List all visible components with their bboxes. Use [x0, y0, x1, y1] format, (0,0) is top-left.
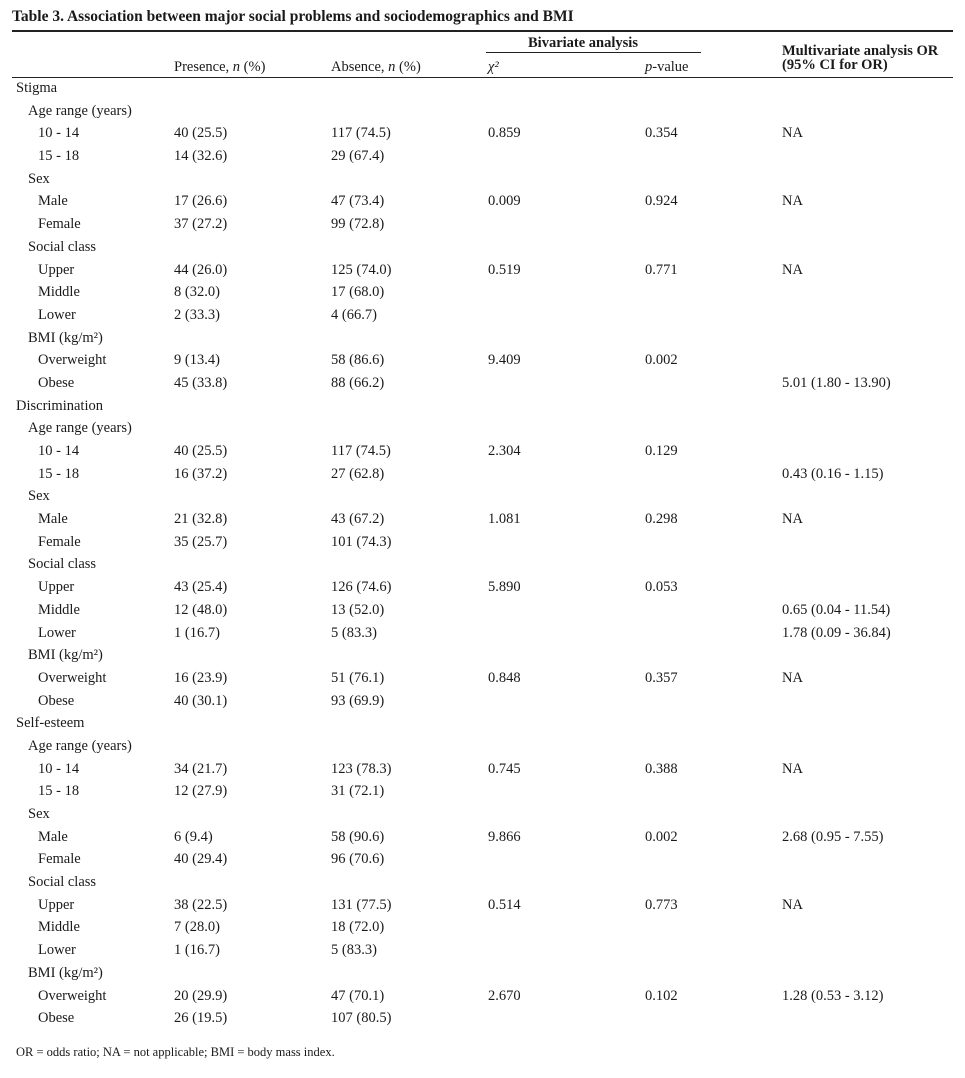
- row-label: Social class: [28, 238, 97, 255]
- cell-odds-ratio: 0.43 (0.16 - 1.15): [782, 465, 884, 482]
- row-label: BMI (kg/m²): [28, 329, 103, 346]
- header-p-value: p-value: [645, 59, 689, 75]
- cell-presence: 12 (48.0): [174, 601, 228, 618]
- cell-absence: 126 (74.6): [331, 579, 392, 596]
- row-label: Overweight: [38, 352, 107, 369]
- table-document: [12, 0, 965, 1078]
- table-row: [12, 576, 965, 599]
- group-row: [12, 871, 965, 894]
- row-label: Self-esteem: [16, 715, 85, 732]
- group-row: [12, 168, 965, 191]
- table-row: [12, 1007, 965, 1030]
- cell-absence: 18 (72.0): [331, 919, 385, 936]
- group-row: [12, 417, 965, 440]
- cell-presence: 16 (23.9): [174, 669, 228, 686]
- table-row: [12, 463, 965, 486]
- cell-absence: 43 (67.2): [331, 511, 385, 528]
- row-label: Female: [38, 533, 81, 550]
- row-label: Upper: [38, 896, 75, 913]
- section-row: [12, 77, 965, 100]
- cell-odds-ratio: 5.01 (1.80 - 13.90): [782, 374, 891, 391]
- row-label: Lower: [38, 624, 76, 641]
- cell-presence: 12 (27.9): [174, 783, 228, 800]
- row-label: Male: [38, 193, 68, 210]
- table-row: [12, 622, 965, 645]
- table-row: [12, 531, 965, 554]
- row-label: Social class: [28, 556, 97, 573]
- cell-chi-square: 0.745: [488, 760, 521, 777]
- group-row: [12, 236, 965, 259]
- row-label: Middle: [38, 284, 80, 301]
- cell-presence: 1 (16.7): [174, 942, 220, 959]
- header-chi-square: χ²: [488, 59, 499, 75]
- cell-odds-ratio: NA: [782, 193, 803, 210]
- cell-p-value: 0.354: [645, 125, 678, 142]
- row-label: Stigma: [16, 80, 58, 96]
- table-row: [12, 985, 965, 1008]
- cell-absence: 93 (69.9): [331, 692, 385, 709]
- cell-presence: 20 (29.9): [174, 987, 228, 1004]
- cell-p-value: 0.298: [645, 511, 678, 528]
- row-label: Sex: [28, 488, 50, 505]
- group-row: [12, 485, 965, 508]
- cell-presence: 16 (37.2): [174, 465, 228, 482]
- cell-odds-ratio: NA: [782, 669, 803, 686]
- cell-presence: 21 (32.8): [174, 511, 228, 528]
- cell-absence: 27 (62.8): [331, 465, 385, 482]
- cell-absence: 117 (74.5): [331, 125, 391, 142]
- header-multivariate-line2: (95% CI for OR): [782, 57, 888, 73]
- cell-presence: 40 (25.5): [174, 125, 228, 142]
- row-label: Obese: [38, 374, 75, 391]
- group-row: [12, 803, 965, 826]
- row-label: Overweight: [38, 987, 107, 1004]
- cell-absence: 131 (77.5): [331, 896, 392, 913]
- table-row: [12, 122, 965, 145]
- cell-presence: 40 (25.5): [174, 443, 228, 459]
- cell-chi-square: 0.009: [488, 193, 521, 210]
- cell-presence: 35 (25.7): [174, 533, 228, 550]
- cell-odds-ratio: NA: [782, 760, 803, 777]
- cell-presence: 40 (30.1): [174, 692, 228, 709]
- cell-odds-ratio: NA: [782, 261, 803, 278]
- table-caption: Table 3. Association between major social problems and sociodemographics and BMI: [12, 8, 574, 25]
- cell-p-value: 0.388: [645, 760, 678, 777]
- cell-absence: 101 (74.3): [331, 533, 392, 550]
- table-row: [12, 349, 965, 372]
- cell-p-value: 0.773: [645, 896, 678, 913]
- cell-p-value: 0.002: [645, 828, 678, 845]
- row-label: Upper: [38, 261, 75, 278]
- top-rule: [12, 30, 953, 32]
- row-label: Middle: [38, 601, 80, 618]
- cell-absence: 5 (83.3): [331, 942, 377, 959]
- cell-presence: 34 (21.7): [174, 760, 228, 777]
- cell-chi-square: 9.866: [488, 828, 521, 845]
- table-row: [12, 848, 965, 871]
- row-label: Overweight: [38, 669, 107, 686]
- cell-chi-square: 0.848: [488, 669, 521, 686]
- cell-absence: 4 (66.7): [331, 306, 377, 323]
- cell-presence: 45 (33.8): [174, 374, 228, 391]
- row-label: 10 - 14: [38, 760, 80, 777]
- row-label: Discrimination: [16, 397, 103, 414]
- table-row: [12, 894, 965, 917]
- table-row: [12, 780, 965, 803]
- row-label: Upper: [38, 579, 75, 596]
- cell-presence: 44 (26.0): [174, 261, 228, 278]
- cell-chi-square: 0.514: [488, 896, 521, 913]
- header-multivariate-line1: Multivariate analysis OR: [782, 43, 939, 59]
- row-label: Social class: [28, 874, 97, 891]
- row-label: Lower: [38, 942, 76, 959]
- group-row: [12, 327, 965, 350]
- table-row: [12, 213, 965, 236]
- cell-absence: 31 (72.1): [331, 783, 385, 800]
- group-row: [12, 553, 965, 576]
- table-row: [12, 190, 965, 213]
- cell-chi-square: 1.081: [488, 511, 521, 528]
- table-row: [12, 508, 965, 531]
- table-row: [12, 826, 965, 849]
- cell-p-value: 0.102: [645, 987, 678, 1004]
- section-row: [12, 395, 965, 418]
- table-row: [12, 939, 965, 962]
- row-label: 15 - 18: [38, 783, 80, 800]
- row-label: 10 - 14: [38, 443, 80, 459]
- cell-chi-square: 5.890: [488, 579, 521, 596]
- cell-absence: 99 (72.8): [331, 216, 385, 233]
- row-label: Obese: [38, 1010, 75, 1027]
- group-row: [12, 644, 965, 667]
- row-label: 10 - 14: [38, 125, 80, 142]
- table-row: [12, 667, 965, 690]
- cell-absence: 96 (70.6): [331, 851, 385, 868]
- cell-absence: 13 (52.0): [331, 601, 385, 618]
- cell-absence: 117 (74.5): [331, 443, 391, 459]
- cell-p-value: 0.924: [645, 193, 678, 210]
- cell-absence: 17 (68.0): [331, 284, 385, 301]
- header-presence: Presence, n (%): [174, 59, 266, 75]
- group-row: [12, 100, 965, 123]
- table-row: [12, 440, 965, 463]
- row-label: Obese: [38, 692, 75, 709]
- table-row: [12, 599, 965, 622]
- cell-presence: 17 (26.6): [174, 193, 228, 210]
- cell-odds-ratio: 2.68 (0.95 - 7.55): [782, 828, 884, 845]
- section-row: [12, 712, 965, 735]
- cell-odds-ratio: NA: [782, 125, 803, 142]
- table-row: [12, 758, 965, 781]
- cell-absence: 29 (67.4): [331, 148, 385, 165]
- cell-presence: 43 (25.4): [174, 579, 228, 596]
- bivariate-rule: [486, 52, 701, 53]
- cell-odds-ratio: 1.28 (0.53 - 3.12): [782, 987, 884, 1004]
- table-row: [12, 690, 965, 713]
- cell-chi-square: 0.859: [488, 125, 521, 142]
- cell-presence: 26 (19.5): [174, 1010, 228, 1027]
- row-label: Lower: [38, 306, 76, 323]
- row-label: BMI (kg/m²): [28, 964, 103, 981]
- cell-absence: 5 (83.3): [331, 624, 377, 641]
- row-label: Age range (years): [28, 420, 132, 437]
- cell-odds-ratio: NA: [782, 896, 803, 913]
- row-label: Female: [38, 216, 81, 233]
- cell-absence: 47 (73.4): [331, 193, 385, 210]
- cell-absence: 125 (74.0): [331, 261, 392, 278]
- table-body: [12, 77, 965, 1030]
- cell-presence: 2 (33.3): [174, 306, 220, 323]
- cell-presence: 37 (27.2): [174, 216, 228, 233]
- table-footnote: OR = odds ratio; NA = not applicable; BMI = body mass index.: [16, 1045, 335, 1059]
- cell-presence: 1 (16.7): [174, 624, 220, 641]
- cell-presence: 9 (13.4): [174, 352, 220, 369]
- row-label: Female: [38, 851, 81, 868]
- cell-absence: 58 (90.6): [331, 828, 385, 845]
- row-label: Male: [38, 828, 68, 845]
- cell-absence: 51 (76.1): [331, 669, 385, 686]
- cell-p-value: 0.053: [645, 579, 678, 596]
- cell-odds-ratio: NA: [782, 511, 803, 528]
- cell-odds-ratio: 1.78 (0.09 - 36.84): [782, 624, 891, 641]
- cell-absence: 88 (66.2): [331, 374, 385, 391]
- group-row: [12, 962, 965, 985]
- table-row: [12, 372, 965, 395]
- table-row: [12, 916, 965, 939]
- cell-odds-ratio: 0.65 (0.04 - 11.54): [782, 601, 891, 618]
- group-row: [12, 735, 965, 758]
- row-label: Sex: [28, 170, 50, 187]
- cell-presence: 40 (29.4): [174, 851, 228, 868]
- table-row: [12, 259, 965, 282]
- cell-absence: 47 (70.1): [331, 987, 385, 1004]
- cell-chi-square: 2.670: [488, 987, 521, 1004]
- table-row: [12, 304, 965, 327]
- cell-presence: 14 (32.6): [174, 148, 228, 165]
- row-label: Age range (years): [28, 737, 132, 754]
- cell-chi-square: 9.409: [488, 352, 521, 369]
- header-bivariate: Bivariate analysis: [528, 35, 638, 51]
- table-row: [12, 145, 965, 168]
- cell-absence: 58 (86.6): [331, 352, 385, 369]
- row-label: Middle: [38, 919, 80, 936]
- cell-absence: 107 (80.5): [331, 1010, 392, 1027]
- cell-presence: 7 (28.0): [174, 919, 220, 936]
- row-label: Male: [38, 511, 68, 528]
- cell-presence: 8 (32.0): [174, 284, 220, 301]
- row-label: Sex: [28, 806, 50, 822]
- cell-p-value: 0.002: [645, 352, 678, 369]
- cell-absence: 123 (78.3): [331, 760, 392, 777]
- table-row: [12, 281, 965, 304]
- cell-p-value: 0.771: [645, 261, 678, 278]
- header-absence: Absence, n (%): [331, 59, 421, 75]
- row-label: BMI (kg/m²): [28, 647, 103, 664]
- cell-presence: 6 (9.4): [174, 828, 213, 845]
- cell-chi-square: 2.304: [488, 443, 521, 459]
- row-label: Age range (years): [28, 102, 132, 119]
- row-label: 15 - 18: [38, 465, 80, 482]
- cell-p-value: 0.129: [645, 443, 678, 459]
- cell-chi-square: 0.519: [488, 261, 521, 278]
- cell-presence: 38 (22.5): [174, 896, 228, 913]
- cell-p-value: 0.357: [645, 669, 678, 686]
- row-label: 15 - 18: [38, 148, 80, 165]
